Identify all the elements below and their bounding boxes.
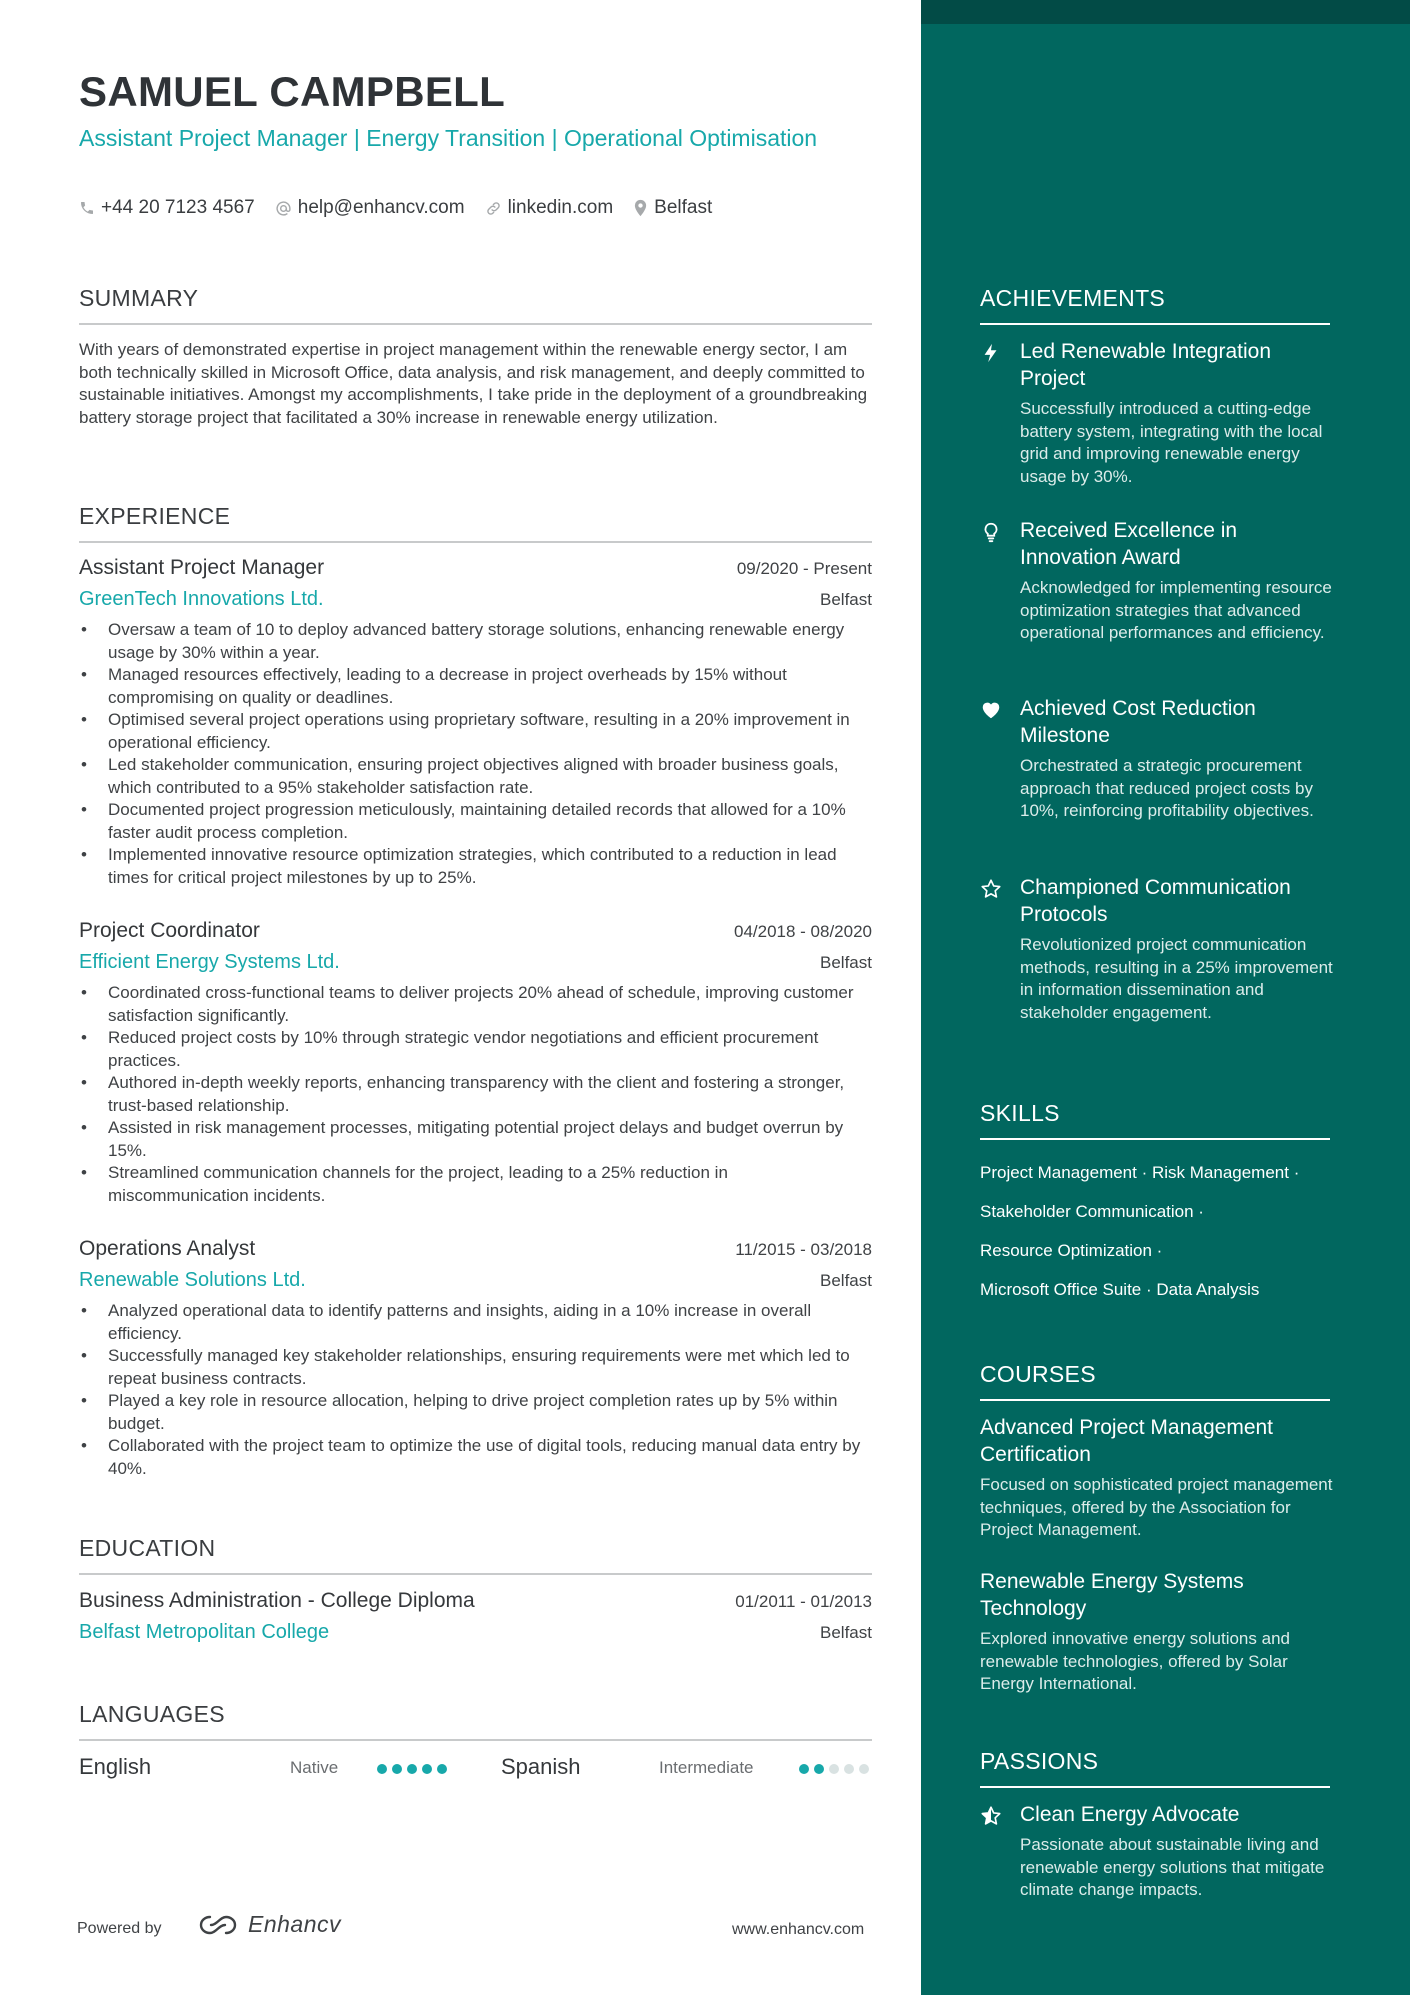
languages-row xyxy=(79,1754,872,1784)
job-title: Project Coordinator xyxy=(79,919,260,942)
skills-heading: SKILLS xyxy=(980,1100,1060,1126)
rating-dot xyxy=(814,1764,824,1774)
email-text: help@enhancv.com xyxy=(297,197,465,218)
enhancv-brand-text: Enhancv xyxy=(248,1911,342,1937)
passions-rule xyxy=(980,1786,1330,1788)
achievement-title: Championed Communication Protocols xyxy=(1020,876,1291,926)
rating-dot xyxy=(437,1764,447,1774)
passion-title: Clean Energy Advocate xyxy=(1020,1803,1240,1826)
job-bullets xyxy=(79,1300,872,1480)
skills-line: Stakeholder Communication · xyxy=(980,1202,1204,1221)
courses-rule xyxy=(980,1399,1330,1401)
job-bullets xyxy=(79,982,872,1207)
sidebar-top-band xyxy=(921,0,1410,24)
courses-heading: COURSES xyxy=(980,1361,1096,1387)
location-pin-icon xyxy=(633,199,648,217)
job-bullet: • Streamlined communication channels for the project, leading to a 25% reduction in miscommunication incidents. xyxy=(79,1162,872,1207)
job-bullet: • Reduced project costs by 10% through strategic vendor negotiations and efficient procurement practices. xyxy=(79,1027,872,1072)
powered-by-text: Powered by xyxy=(77,1920,162,1937)
enhancv-logo-icon xyxy=(196,1912,240,1938)
achievements-rule xyxy=(980,323,1330,325)
summary-rule xyxy=(79,323,872,325)
job-bullets xyxy=(79,619,872,889)
lightbulb-icon xyxy=(980,521,1002,543)
rating-dot xyxy=(844,1764,854,1774)
contact-link[interactable] xyxy=(485,197,614,219)
education-entry xyxy=(79,1589,872,1644)
achievement-title: Led Renewable Integration Project xyxy=(1020,340,1272,390)
contact-phone[interactable] xyxy=(79,197,255,219)
candidate-name: SAMUEL CAMPBELL xyxy=(79,68,506,115)
job-bullet: • Collaborated with the project team to optimize the use of digital tools, reducing manual data entry by 40%. xyxy=(79,1435,872,1480)
link-icon xyxy=(485,200,502,217)
job-company: Renewable Solutions Ltd. xyxy=(79,1269,306,1291)
rating-dot xyxy=(829,1764,839,1774)
job-company: GreenTech Innovations Ltd. xyxy=(79,588,324,610)
job-dates: 09/2020 - Present xyxy=(736,559,872,578)
job-bullet: • Coordinated cross-functional teams to deliver projects 20% ahead of schedule, improving customer satisfaction significantly. xyxy=(79,982,872,1027)
star-icon xyxy=(980,878,1002,900)
phone-icon xyxy=(79,200,95,216)
rating-dot xyxy=(859,1764,869,1774)
enhancv-logo[interactable] xyxy=(196,1911,341,1938)
achievement-desc: Acknowledged for implementing resource optimization strategies that advanced operational performances and efficiency. xyxy=(1020,578,1332,642)
achievement-item xyxy=(980,695,1335,823)
job-bullet: • Authored in-depth weekly reports, enhancing transparency with the client and fostering a stronger, trust-based relationship. xyxy=(79,1072,872,1117)
summary-heading: SUMMARY xyxy=(79,285,199,311)
job-bullet: • Documented project progression meticulously, maintaining detailed records that allowed for a 10% faster audit process completion. xyxy=(79,799,872,844)
education-location: Belfast xyxy=(820,1623,872,1642)
job-company: Efficient Energy Systems Ltd. xyxy=(79,951,340,973)
education-dates: 01/2011 - 01/2013 xyxy=(735,1592,872,1611)
course-desc: Focused on sophisticated project management techniques, offered by the Association for Project Management. xyxy=(980,1475,1333,1539)
passion-item xyxy=(980,1801,1335,1902)
achievement-item xyxy=(980,517,1335,645)
job-bullet: • Managed resources effectively, leading to a decrease in project overheads by 15% without compromising on quality or deadlines. xyxy=(79,664,872,709)
contact-location xyxy=(633,197,712,219)
job-bullet: • Assisted in risk management processes, mitigating potential project delays and budget overrun by 15%. xyxy=(79,1117,872,1162)
rating-dot xyxy=(392,1764,402,1774)
course-title: Renewable Energy Systems Technology xyxy=(980,1570,1244,1620)
language-rating-spanish xyxy=(799,1764,874,1774)
summary-text: With years of demonstrated expertise in project management within the renewable energy sector, I am both technically skilled in Microsoft Office, data analysis, and risk management, and deeply committed to sustainable initiatives. Amongst my accomplishments, I take pride in the deployment of a groundbreaking battery storage project that facilitated a 30% increase in renewable energy utilization. xyxy=(79,340,868,427)
candidate-title: Assistant Project Manager | Energy Transition | Operational Optimisation xyxy=(79,125,818,151)
language-level: Intermediate xyxy=(659,1758,754,1777)
achievement-title: Received Excellence in Innovation Award xyxy=(1020,519,1238,569)
language-name: English xyxy=(79,1754,152,1779)
skills-line: Resource Optimization · xyxy=(980,1241,1163,1260)
job-title: Assistant Project Manager xyxy=(79,556,325,579)
job-bullet: • Successfully managed key stakeholder relationships, ensuring requirements were met which led to repeat business contracts. xyxy=(79,1345,872,1390)
experience-heading: EXPERIENCE xyxy=(79,503,231,529)
star-half-icon xyxy=(980,1805,1002,1827)
job-bullet: • Implemented innovative resource optimization strategies, which contributed to a reduction in lead times for critical project milestones by up to 25%. xyxy=(79,844,872,889)
achievement-desc: Orchestrated a strategic procurement approach that reduced project costs by 10%, reinforcing profitability objectives. xyxy=(1020,756,1314,820)
rating-dot xyxy=(377,1764,387,1774)
link-text: linkedin.com xyxy=(507,197,614,218)
job-bullet: • Oversaw a team of 10 to deploy advanced battery storage solutions, enhancing renewable energy usage by 30% within a year. xyxy=(79,619,872,664)
achievement-desc: Revolutionized project communication methods, resulting in a 25% improvement in information dissemination and stakeholder engagement. xyxy=(1020,935,1333,1022)
contact-email[interactable] xyxy=(275,197,465,219)
bolt-icon xyxy=(980,342,1002,364)
language-name: Spanish xyxy=(501,1754,581,1779)
contact-bar xyxy=(79,197,732,219)
achievements-heading: ACHIEVEMENTS xyxy=(980,285,1166,311)
job-title: Operations Analyst xyxy=(79,1237,256,1260)
languages-heading: LANGUAGES xyxy=(79,1701,225,1727)
rating-dot xyxy=(407,1764,417,1774)
job-bullet: • Led stakeholder communication, ensuring project objectives aligned with broader business goals, which contributed to a 95% stakeholder satisfaction rate. xyxy=(79,754,872,799)
education-rule xyxy=(79,1573,872,1575)
phone-text: +44 20 7123 4567 xyxy=(101,197,255,218)
achievement-item xyxy=(980,874,1335,1024)
rating-dot xyxy=(799,1764,809,1774)
achievement-title: Achieved Cost Reduction Milestone xyxy=(1020,697,1256,747)
job-bullet: • Optimised several project operations using proprietary software, resulting in a 20% improvement in operational efficiency. xyxy=(79,709,872,754)
education-heading: EDUCATION xyxy=(79,1535,216,1561)
job-entry xyxy=(79,919,872,1207)
job-bullet: • Analyzed operational data to identify patterns and insights, aiding in a 10% increase in overall efficiency. xyxy=(79,1300,872,1345)
skills-rule xyxy=(980,1138,1330,1140)
footer-url[interactable]: www.enhancv.com xyxy=(732,1921,865,1938)
course-item xyxy=(980,1568,1335,1696)
heart-icon xyxy=(980,699,1002,721)
job-bullet: • Played a key role in resource allocation, helping to drive project completion rates up by 5% within budget. xyxy=(79,1390,872,1435)
language-rating-english xyxy=(377,1764,452,1774)
course-title: Advanced Project Management Certification xyxy=(980,1416,1274,1466)
achievement-item xyxy=(980,338,1335,488)
skills-line: Project Management · Risk Management · xyxy=(980,1163,1300,1182)
course-desc: Explored innovative energy solutions and renewable technologies, offered by Solar Energy International. xyxy=(980,1629,1290,1693)
job-dates: 11/2015 - 03/2018 xyxy=(735,1240,872,1259)
skills-line: Microsoft Office Suite · Data Analysis xyxy=(980,1280,1260,1299)
passion-desc: Passionate about sustainable living and renewable energy solutions that mitigate climate change impacts. xyxy=(1020,1835,1325,1899)
education-school: Belfast Metropolitan College xyxy=(79,1621,330,1643)
job-location: Belfast xyxy=(820,953,872,972)
at-icon xyxy=(275,200,292,217)
rating-dot xyxy=(422,1764,432,1774)
education-degree: Business Administration - College Diploma xyxy=(79,1589,475,1612)
achievement-desc: Successfully introduced a cutting-edge battery system, integrating with the local grid and improving renewable energy usage by 30%. xyxy=(1020,399,1323,486)
skills-list xyxy=(980,1153,1340,1309)
job-dates: 04/2018 - 08/2020 xyxy=(733,922,872,941)
course-item xyxy=(980,1414,1335,1542)
job-entry xyxy=(79,1237,872,1480)
language-level: Native xyxy=(290,1758,339,1777)
location-text: Belfast xyxy=(654,197,713,218)
experience-rule xyxy=(79,541,872,543)
job-entry xyxy=(79,556,872,889)
languages-rule xyxy=(79,1739,872,1741)
job-location: Belfast xyxy=(820,590,872,609)
passions-heading: PASSIONS xyxy=(980,1748,1099,1774)
job-location: Belfast xyxy=(820,1271,872,1290)
